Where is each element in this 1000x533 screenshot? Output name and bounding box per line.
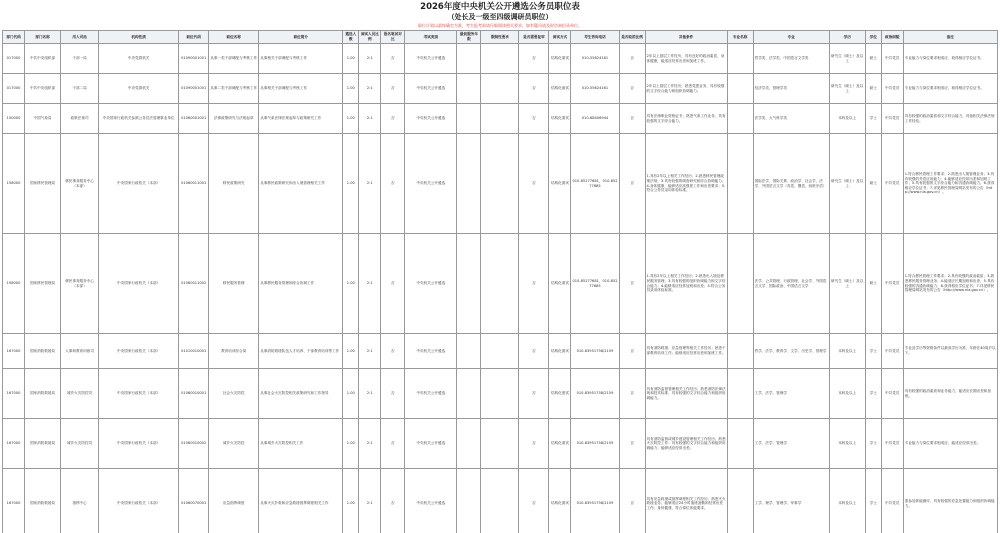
cell-num: 1.00 (343, 74, 359, 104)
cell-other: 具有消防救援、应急管理等相关工作经历；熟悉干部教育培训工作；能够适应经常出差和加班工作。 (645, 334, 727, 369)
cell-dept: 国家移民管理局 (25, 134, 61, 234)
cell-req (481, 234, 519, 334)
cell-edu: 本科及以上 (829, 104, 865, 134)
cell-req (481, 74, 519, 104)
cell-interview: 结构化面试 (549, 104, 571, 134)
cell-major: 经济学类、管理学类 (753, 74, 829, 104)
cell-interview: 结构化面试 (549, 334, 571, 369)
cell-bureau: 人事和教育训练司 (61, 334, 99, 369)
cell-phone: 010-85277681，010-85277685 (571, 134, 619, 234)
cell-empty (727, 334, 753, 369)
cell-pos-code: 01010010001 (179, 334, 209, 369)
cell-empty (457, 369, 481, 419)
column-header: 职位名称 (209, 31, 259, 44)
table-row (3, 104, 998, 134)
cell-note: 专业能力与岗位要求相适应，取得相应学位证书。 (903, 44, 997, 74)
cell-pos-code: 01060001001 (179, 104, 209, 134)
cell-note: 专业及学历等资格条件以最高学历为准，年龄在40周岁以下。 (903, 334, 997, 369)
cell-dept: 国家消防救援局 (25, 469, 61, 533)
column-header: 用人司局 (61, 31, 99, 44)
cell-pol: 中共党员 (881, 134, 903, 234)
cell-empty (727, 44, 753, 74)
cell-pol: 中共党员 (881, 369, 903, 419)
cell-note: 专业能力与岗位要求相适应，取得相应学位证书。 (903, 74, 997, 104)
table-row (3, 234, 998, 334)
cell-nature: 中央国家行政机关（本部） (99, 469, 179, 533)
cell-dept: 中共中央组织部 (25, 44, 61, 74)
cell-level: 中央机关公开遴选 (405, 469, 457, 533)
cell-num: 1.00 (343, 104, 359, 134)
cell-bureau: 城乡火灾防控司 (61, 369, 99, 419)
cell-other: 1.具有2年以上相关工作经历；2.熟悉出入境及移民服务管理；3.具有较强的组织协调能力和文字综合能力；4.能够适应经常加班和出差；5.符合公务员录用体检标准。 (645, 234, 727, 334)
column-header: 专业名称 (727, 31, 753, 44)
cell-pos-code: 01060010002 (179, 419, 209, 469)
cell-phone: 010-83951758/2159 (571, 419, 619, 469)
cell-code: 167000 (3, 469, 25, 533)
cell-empty (457, 104, 481, 134)
cell-major: 哲学、法学、教育学、文学、历史学、管理学 (753, 334, 829, 369)
cell-ratio: 2:1 (359, 334, 381, 369)
cell-degree: 学士 (865, 369, 881, 419)
cell-level: 中央机关公开遴选 (405, 334, 457, 369)
cell-pol: 中共党员 (881, 419, 903, 469)
cell-bureau: 城乡火灾防控司 (61, 419, 99, 469)
cell-major: 工学、法学、管理学 (753, 419, 829, 469)
table-row (3, 44, 998, 74)
cell-code: 150000 (3, 104, 25, 134)
cell-cancel: 否 (619, 234, 645, 334)
cell-level: 中央机关公开遴选 (405, 234, 457, 334)
cell-intro: 从事城乡火灾防控相关工作 (259, 419, 343, 469)
cell-pol: 中共党员 (881, 104, 903, 134)
cell-note: 具有较强的政治素质和文字综合能力，具备相关法律法规工作经验。 (903, 104, 997, 134)
cell-review: 否 (519, 134, 549, 234)
cell-pos-name: 城乡火灾防控 (209, 419, 259, 469)
cell-level: 中央机关公开遴选 (405, 74, 457, 104)
cell-bureau: 指挥中心 (61, 469, 99, 533)
cell-edu: 研究生（硕士）及以上 (829, 44, 865, 74)
cell-pos-name: 教育培训综合岗 (209, 334, 259, 369)
cell-interview: 结构化面试 (549, 234, 571, 334)
cell-nature: 中央党群机关 (99, 74, 179, 104)
cell-intro: 从事消防救援队伍人才培养、干部教育培训等工作 (259, 334, 343, 369)
cell-other: 2年以上基层工作经历；具有良好的政治素质，身体健康，能适应经常出差和加班工作。 (645, 44, 727, 74)
cell-review: 否 (519, 419, 549, 469)
cell-nature: 中央国家行政机关（本部） (99, 419, 179, 469)
cell-dept: 国家消防救援局 (25, 334, 61, 369)
cell-pol: 中共党员 (881, 469, 903, 533)
cell-cancel: 否 (619, 134, 645, 234)
cell-empty (727, 104, 753, 134)
cell-degree: 硕士 (865, 234, 881, 334)
cell-level: 中央机关公开遴选 (405, 369, 457, 419)
cell-num: 1.00 (343, 419, 359, 469)
cell-pos-name: 应急指挥调度 (209, 469, 259, 533)
cell-num: 1.00 (343, 44, 359, 74)
cell-cancel: 否 (619, 469, 645, 533)
cell-num: 1.00 (343, 334, 359, 369)
cell-req (481, 104, 519, 134)
cell-degree: 学士 (865, 104, 881, 134)
cell-review: 否 (519, 104, 549, 134)
cell-dept: 国家移民管理局 (25, 234, 61, 334)
table-row (3, 74, 998, 104)
cell-cancel: 否 (619, 74, 645, 104)
position-table (2, 30, 998, 533)
cell-ratio: 2:1 (359, 369, 381, 419)
cell-other: 具有法律职业资格证书；熟悉气象工作业务，具有较强的文字综合能力。 (645, 104, 727, 134)
column-header: 最低服务年限 (457, 31, 481, 44)
cell-dept: 国家消防救援局 (25, 369, 61, 419)
cell-empty (727, 369, 753, 419)
column-header: 备注 (903, 31, 997, 44)
cell-bureau: 干部一局 (61, 44, 99, 74)
cell-empty (727, 74, 753, 104)
cell-ratio: 2:1 (359, 469, 381, 533)
cell-code: 158000 (3, 234, 25, 334)
cell-degree: 学士 (865, 334, 881, 369)
cell-req (481, 134, 519, 234)
cell-pol: 中共党员 (881, 334, 903, 369)
cell-other: 2年以上基层工作经历；熟悉党建业务，具有较强的文字综合能力和组织协调能力。 (645, 74, 727, 104)
cell-ratio: 2:1 (359, 104, 381, 134)
column-header: 面试方式 (549, 31, 571, 44)
cell-ratio: 2:1 (359, 234, 381, 334)
cell-num: 1.00 (343, 134, 359, 234)
cell-cat: 否 (381, 74, 405, 104)
cell-req (481, 334, 519, 369)
cell-edu: 研究生（硕士）及以上 (829, 234, 865, 334)
cell-intro: 从事相关干部调配与考核工作 (259, 74, 343, 104)
cell-pos-name: 从事二类干部调配与考核工作 (209, 74, 259, 104)
column-header: 是否需要复审 (519, 31, 549, 44)
cell-code: 017000 (3, 44, 25, 74)
cell-review: 否 (519, 469, 549, 533)
cell-empty (457, 469, 481, 533)
column-header: 机构性质 (99, 31, 179, 44)
cell-bureau: 干部二局 (61, 74, 99, 104)
cell-note: 1.符合移民管理工作要求；2.熟悉出入境管理业务；3.具有较强的外语应用能力；4.能够适应经常出差和加班工作；5.具有较强的文字综合能力和沟通协调能力；6.获得相应学位证书；7.详见移民管理局网站发布的公告（http://www.nia.gov.cn）。 (903, 134, 997, 234)
cell-pol: 中共党员 (881, 74, 903, 104)
cell-major: 工学、法学、管理学 (753, 369, 829, 419)
cell-interview: 结构化面试 (549, 419, 571, 469)
cell-intro: 从事火灾扑救和应急救援指挥调度相关工作 (259, 469, 343, 533)
column-header: 考试类别 (405, 31, 457, 44)
column-header: 职位简介 (259, 31, 343, 44)
cell-pos-code: 01060070001 (179, 469, 209, 533)
cell-num: 1.00 (343, 369, 359, 419)
cell-interview: 结构化面试 (549, 74, 571, 104)
cell-empty (727, 419, 753, 469)
column-header: 部门代码 (3, 31, 25, 44)
cell-nature: 中央党群机关 (99, 44, 179, 74)
cell-interview: 结构化面试 (549, 369, 571, 419)
cell-bureau: 移民事务服务中心（本部） (61, 234, 99, 334)
cell-ratio: 2:1 (359, 74, 381, 104)
cell-nature: 中央国家行政机关参照公务员法管理事业单位 (99, 104, 179, 134)
cell-intro: 从事气象法律法规起草与政策研究工作 (259, 104, 343, 134)
cell-cat: 否 (381, 234, 405, 334)
cell-pol: 中共党员 (881, 44, 903, 74)
column-header: 部门名称 (25, 31, 61, 44)
cell-major: 哲学类、法学类、中国语言文学类 (753, 44, 829, 74)
cell-num: 1.00 (343, 469, 359, 533)
column-header: 考生咨询电话 (571, 31, 619, 44)
cell-degree: 硕士 (865, 74, 881, 104)
cell-major: 工学、理学、管理学、军事学 (753, 469, 829, 533)
column-header: 限制性要求 (481, 31, 519, 44)
cell-review: 否 (519, 234, 549, 334)
cell-pos-code: 01090001001 (179, 74, 209, 104)
cell-code: 017000 (3, 74, 25, 104)
page-subtitle: （处长及一级至四级调研员职位） (447, 13, 553, 21)
cell-intro: 从事相关干部调配与考核工作 (259, 44, 343, 74)
cell-nature: 中央国家行政机关（本部） (99, 334, 179, 369)
cell-nature: 中央国家行政机关（本部） (99, 134, 179, 234)
cell-cancel: 否 (619, 104, 645, 134)
cell-dept: 中共中央组织部 (25, 74, 61, 104)
cell-empty (457, 234, 481, 334)
cell-phone: 010-83951758/2159 (571, 334, 619, 369)
cell-cat: 否 (381, 134, 405, 234)
cell-other: 1.具有2年以上相关工作经历；2.熟悉移民管理政策法规；3.具有较强的调查研究和综合协调能力；4.身体健康，能够适应高强度工作和出差要求；5.符合公务员录用体检标准。 (645, 134, 727, 234)
cell-code: 167000 (3, 334, 25, 369)
column-header: 其他条件 (645, 31, 727, 44)
cell-other: 具有消防监督管理相关工作经历；熟悉消防法律法规和技术标准；具有较强的文字综合能力和组织协调能力。 (645, 369, 727, 419)
cell-level: 中央机关公开遴选 (405, 104, 457, 134)
cell-pos-name: 移民服务管理 (209, 234, 259, 334)
cell-pol: 中共党员 (881, 234, 903, 334)
cell-empty (457, 419, 481, 469)
cell-review: 否 (519, 44, 549, 74)
column-header: 专业 (753, 31, 829, 44)
table-body (3, 44, 998, 533)
cell-other: 具有消防监督或城乡建设管理相关工作经历；熟悉火灾防控工作；具有较强的文字综合能力和组织协调能力；能够适应经常出差。 (645, 419, 727, 469)
cell-note: 专业能力与岗位要求相适应，能适应经常出差。 (903, 419, 997, 469)
cell-bureau: 移民事务服务中心（本部） (61, 134, 99, 234)
cell-cancel: 否 (619, 419, 645, 469)
cell-empty (457, 334, 481, 369)
cell-degree: 学士 (865, 419, 881, 469)
cell-cat: 否 (381, 334, 405, 369)
cell-empty (457, 134, 481, 234)
cell-cat: 否 (381, 469, 405, 533)
cell-cat: 否 (381, 369, 405, 419)
cell-cancel: 否 (619, 334, 645, 369)
cell-interview: 结构化面试 (549, 134, 571, 234)
cell-phone: 010-55624161 (571, 74, 619, 104)
cell-empty (727, 134, 753, 234)
cell-req (481, 44, 519, 74)
cell-pos-code: 01060011002 (179, 234, 209, 334)
column-header: 学历 (829, 31, 865, 44)
cell-major: 法学类、大气科学类 (753, 104, 829, 134)
cell-degree: 硕士 (865, 134, 881, 234)
cell-phone: 010-55624161 (571, 44, 619, 74)
cell-interview: 结构化面试 (549, 469, 571, 533)
cell-dept: 中国气象局 (25, 104, 61, 134)
cell-major: 法学、公共管理、行政管理、社会学、外国语言文学、国际政治、中国语言文学 (753, 234, 829, 334)
cell-req (481, 469, 519, 533)
cell-dept: 国家消防救援局 (25, 419, 61, 469)
cell-review: 否 (519, 334, 549, 369)
cell-cat: 否 (381, 44, 405, 74)
cell-interview: 结构化面试 (549, 44, 571, 74)
cell-edu: 研究生（硕士）及以上 (829, 134, 865, 234)
table-row (3, 369, 998, 419)
notice-text: 职位计划以最终确定为准，考生报考前请仔细阅读相关要求，如有疑问请及时咨询招录单位。 (418, 23, 582, 28)
cell-edu: 研究生（硕士）及以上 (829, 74, 865, 104)
column-header: 是否取消比例 (619, 31, 645, 44)
cell-major: 国际法学、国际关系、政治学、社会学、法学、外国语言文学（英语、俄语、西班牙语） (753, 134, 829, 234)
cell-level: 中央机关公开遴选 (405, 134, 457, 234)
cell-code: 158000 (3, 134, 25, 234)
cell-empty (727, 234, 753, 334)
column-header: 职位代码 (179, 31, 209, 44)
table-row (3, 419, 998, 469)
cell-pos-code: 01060010001 (179, 369, 209, 419)
cell-ratio: 2:1 (359, 134, 381, 234)
column-header: 遴选人数 (343, 31, 359, 44)
cell-cat: 否 (381, 104, 405, 134)
table-header-row (3, 31, 998, 44)
cell-phone: 010-83951758/2159 (571, 369, 619, 419)
table-row (3, 334, 998, 369)
cell-nature: 中央国家行政机关（本部） (99, 234, 179, 334)
column-header: 政治面貌 (881, 31, 903, 44)
cell-num: 1.00 (343, 234, 359, 334)
cell-empty (457, 74, 481, 104)
page-title: 2026年度中央机关公开遴选公务员职位表 (420, 2, 580, 12)
cell-req (481, 419, 519, 469)
cell-cat: 否 (381, 419, 405, 469)
cell-pos-name: 从事一类干部调配与考核工作 (209, 44, 259, 74)
cell-review: 否 (519, 74, 549, 104)
cell-edu: 本科及以上 (829, 369, 865, 419)
cell-pos-code: 01060011001 (179, 134, 209, 234)
cell-cancel: 否 (619, 44, 645, 74)
cell-edu: 本科及以上 (829, 334, 865, 369)
cell-code: 167000 (3, 369, 25, 419)
cell-phone: 010-85277681，010-85277685 (571, 234, 619, 334)
cell-pos-name: 社会火灾防控 (209, 369, 259, 419)
cell-other: 具有应急救援或指挥调度相关工作经历；熟悉灭火救援业务；能够适应24小时值班备勤和经常出差工作；身体健康，符合岗位体能要求。 (645, 469, 727, 533)
cell-note: 需参加体能测评，具有较强的应急处置能力和组织协调能力。 (903, 469, 997, 533)
cell-level: 中央机关公开遴选 (405, 419, 457, 469)
table-row (3, 469, 998, 533)
cell-pos-name: 移民政策研究 (209, 134, 259, 234)
cell-nature: 中央国家行政机关（本部） (99, 369, 179, 419)
cell-pos-name: 法律政策研究与法规起草 (209, 104, 259, 134)
column-header: 面试人员比例 (359, 31, 381, 44)
cell-degree: 学士 (865, 469, 881, 533)
cell-degree: 硕士 (865, 44, 881, 74)
cell-cancel: 否 (619, 369, 645, 419)
cell-empty (457, 44, 481, 74)
column-header: 学位 (865, 31, 881, 44)
cell-edu: 本科及以上 (829, 469, 865, 533)
cell-note: 具有较强的政治素质和业务能力，能适应长期出差和加班。 (903, 369, 997, 419)
cell-note: 1.符合移民管理工作要求；2.具有较强的政治素质；3.熟悉移民服务管理业务；4.能适应长期加班和出差；5.具有较强的沟通协调能力；6.获得相应学位证书；7.详见移民管理局网站发布的公告（http://www.nia.gov.cn）。 (903, 234, 997, 334)
table-row (3, 134, 998, 234)
cell-review: 否 (519, 369, 549, 419)
cell-phone: 010-83951758/2159 (571, 469, 619, 533)
cell-phone: 010-68406944 (571, 104, 619, 134)
cell-ratio: 2:1 (359, 44, 381, 74)
cell-pos-code: 01090001001 (179, 44, 209, 74)
cell-req (481, 369, 519, 419)
cell-intro: 从事移民政策研究和出入境管理相关工作 (259, 134, 343, 234)
cell-bureau: 政策法规司 (61, 104, 99, 134)
cell-empty (727, 469, 753, 533)
cell-ratio: 2:1 (359, 419, 381, 469)
cell-intro: 从事移民服务管理和综合协调工作 (259, 234, 343, 334)
cell-intro: 从事社会火灾防控相关政策研究和工作指导 (259, 369, 343, 419)
cell-level: 中央机关公开遴选 (405, 44, 457, 74)
column-header: 报名笔试对比 (381, 31, 405, 44)
cell-code: 167000 (3, 419, 25, 469)
cell-edu: 本科及以上 (829, 419, 865, 469)
